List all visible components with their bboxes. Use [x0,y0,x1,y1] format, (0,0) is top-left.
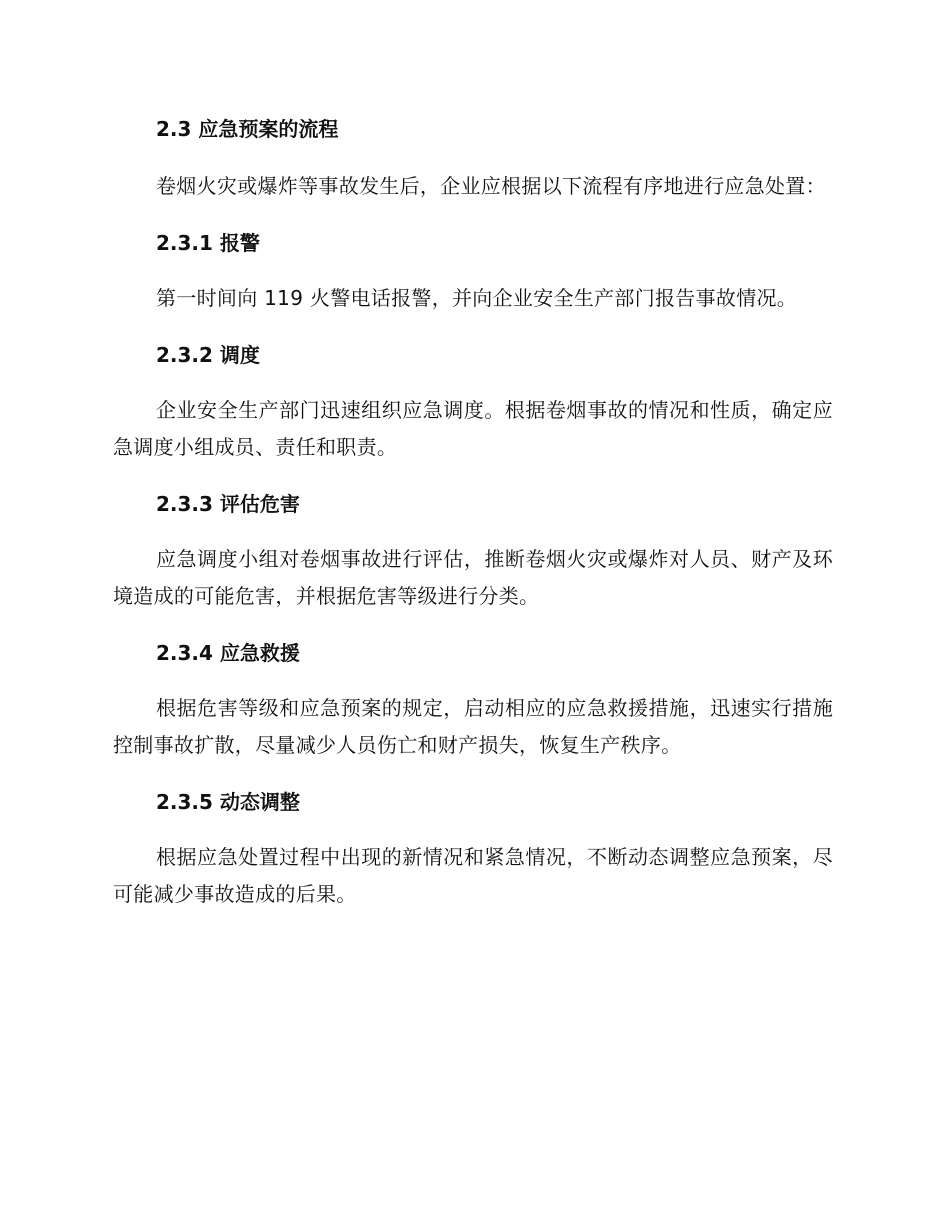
section-intro: 卷烟火灾或爆炸等事故发生后，企业应根据以下流程有序地进行应急处置： [156,174,826,198]
section-heading: 2.3 应急预案的流程 [156,117,339,141]
subsection-heading-dispatch: 2.3.2 调度 [156,343,260,367]
subsection-text-adjust: 根据应急处置过程中出现的新情况和紧急情况，不断动态调整应急预案，尽可能减少事故造成的后果。 [113,845,833,906]
subsection-text-assess: 应急调度小组对卷烟事故进行评估，推断卷烟火灾或爆炸对人员、财产及环境造成的可能危害，并根据危害等级进行分类。 [113,547,833,608]
subsection-text-rescue: 根据危害等级和应急预案的规定，启动相应的应急救援措施，迅速实行措施控制事故扩散，尽量减少人员伤亡和财产损失，恢复生产秩序。 [113,696,833,757]
document-body [113,112,833,913]
subsection-heading-alarm: 2.3.1 报警 [156,231,260,255]
subsection-heading-assess: 2.3.3 评估危害 [156,492,300,516]
subsection-heading-adjust: 2.3.5 动态调整 [156,790,300,814]
subsection-heading-rescue: 2.3.4 应急救援 [156,641,300,665]
subsection-text-dispatch: 企业安全生产部门迅速组织应急调度。根据卷烟事故的情况和性质，确定应急调度小组成员、责任和职责。 [113,398,833,459]
subsection-text-alarm: 第一时间向 119 火警电话报警，并向企业安全生产部门报告事故情况。 [156,286,798,310]
